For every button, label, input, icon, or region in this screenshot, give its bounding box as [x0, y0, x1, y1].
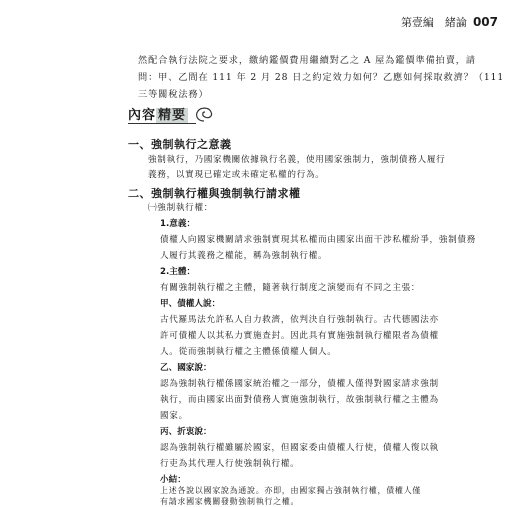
- intro-line: 然配合執行法院之要求，繳納鑑價費用繼續對乙之 A 屋為鑑價準備拍賣，請: [138, 55, 476, 66]
- part-title: 乙、國家說：: [160, 363, 212, 373]
- body-line: 義務，以實現已確定或未確定私權的行為。: [148, 170, 325, 180]
- part-title: 甲、債權人說：: [160, 299, 221, 309]
- swirl-icon: [193, 105, 215, 123]
- sub-heading: ㈠強制執行權：: [148, 203, 214, 213]
- item-number: 2.: [160, 267, 170, 277]
- body-line: 人。從而強制執行權之主體係債權人個人。: [160, 347, 337, 357]
- body-line: 強制執行，乃國家機關依據執行名義，使用國家強制力，強制債務人履行: [148, 155, 446, 165]
- body-line: 債權人向國家機關請求強制實現其私權而由國家出面干涉私權紛爭，強制債務: [160, 235, 476, 245]
- part-title: 丙、折衷說：: [160, 427, 212, 437]
- chapter-title: 第壹編 緒論: [400, 16, 467, 29]
- part-title: 小結：: [160, 475, 186, 485]
- body-line: 國家。: [160, 411, 188, 421]
- body-line: 有關強制執行權之主體，隨著執行制度之演變而有不同之主張：: [160, 283, 421, 293]
- body-line: 認為強制執行權雖屬於國家，但國家委由債權人行使，債權人復以執: [160, 443, 439, 453]
- page-header: [401, 14, 498, 30]
- body-line: 有請求國家機關發動強制執行之權。: [160, 497, 300, 506]
- item-title: 意義：: [169, 219, 196, 229]
- item-heading-1: [160, 217, 195, 229]
- section-logo-prefix: 內容: [128, 108, 157, 123]
- body-line: 許可債權人以其私力實施查封。因此具有實施強制執行權限者為債權: [160, 331, 439, 341]
- section-logo: [128, 104, 215, 124]
- body-line: 人履行其義務之權能，稱為強制執行權。: [160, 251, 328, 261]
- intro-line: 三等關稅法務）: [138, 89, 209, 100]
- item-heading-2: [160, 265, 195, 277]
- section-heading-2: 二、強制執行權與強制執行請求權: [128, 187, 301, 200]
- section-heading-1: 一、強制執行之意義: [128, 138, 232, 151]
- body-line: 古代羅馬法允許私人自力救濟，依判決自行強制執行。古代德國法亦: [160, 315, 439, 325]
- body-line: 認為強制執行權係國家統治權之一部分，債權人僅得對國家請求強制: [160, 379, 439, 389]
- intro-line: 問：甲、乙間在 111 年 2 月 28 日之約定效力如何？乙應如何採取救濟？（111: [138, 72, 505, 83]
- section-logo-highlight: 精要: [158, 108, 187, 123]
- body-line: 上述各說以國家說為通說。亦即，由國家獨占強制執行權，債權人僅: [160, 486, 421, 495]
- logo-underline: [128, 123, 196, 124]
- body-line: 執行，而由國家出面對債務人實施強制執行，故強制執行權之主體為: [160, 395, 439, 405]
- item-title: 主體：: [169, 267, 196, 277]
- page-number: 007: [472, 15, 498, 29]
- item-number: 1.: [160, 219, 170, 229]
- body-line: 行吏為其代理人行使強制執行權。: [160, 459, 300, 469]
